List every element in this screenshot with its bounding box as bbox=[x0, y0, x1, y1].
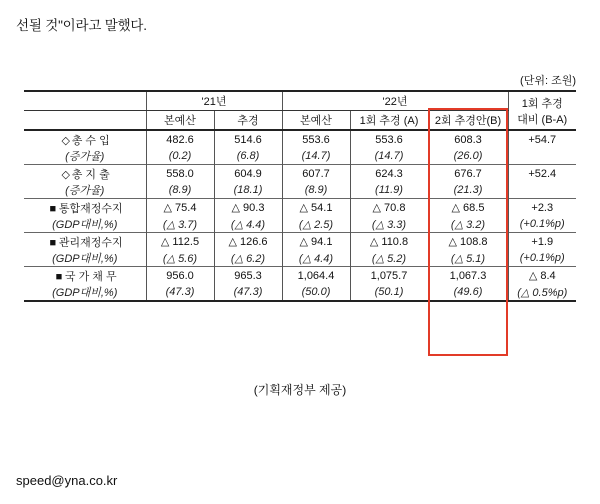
cell-subvalue: (8.9) bbox=[146, 182, 214, 199]
header-group-2022: '22년 bbox=[282, 91, 508, 111]
cell-subvalue-highlight: (26.0) bbox=[428, 148, 508, 165]
header-compare-line1: 1회 추경 bbox=[521, 97, 563, 110]
cell-subvalue: (14.7) bbox=[350, 148, 428, 165]
table-row bbox=[24, 267, 576, 285]
cell-subvalue: (△ 4.4) bbox=[282, 250, 350, 267]
cell-value-highlight: △ 108.8 bbox=[428, 233, 508, 251]
cell-subvalue: (△ 4.4) bbox=[214, 216, 282, 233]
cell-value: 514.6 bbox=[214, 130, 282, 148]
cell-subvalue: (6.8) bbox=[214, 148, 282, 165]
cell-subvalue: (11.9) bbox=[350, 182, 428, 199]
header-col-2022-supp1: 1회 추경 (A) bbox=[350, 111, 428, 131]
reporter-email: speed@yna.co.kr bbox=[16, 473, 118, 488]
header-compare-line2: 대비 (B-A) bbox=[517, 113, 568, 126]
unit-note: (단위: 조원) bbox=[520, 75, 576, 87]
cell-subvalue-diff: (+0.1%p) bbox=[508, 250, 576, 267]
cell-value-diff: +52.4 bbox=[508, 165, 576, 183]
cell-value-diff: △ 8.4 bbox=[508, 267, 576, 285]
row-marker-square: ■ bbox=[55, 270, 63, 283]
table-row-sub bbox=[24, 182, 576, 199]
cell-value: △ 90.3 bbox=[214, 199, 282, 217]
row-label-total-expenditure bbox=[24, 165, 146, 183]
table-row-sub bbox=[24, 148, 576, 165]
table-header-group-row bbox=[24, 91, 576, 111]
cell-value: △ 54.1 bbox=[282, 199, 350, 217]
row-sublabel: (증가율) bbox=[65, 151, 105, 163]
budget-table bbox=[24, 90, 576, 302]
header-col-2022-supp2: 2회 추경안(B) bbox=[428, 111, 508, 131]
cell-value: △ 94.1 bbox=[282, 233, 350, 251]
cell-value-highlight: △ 68.5 bbox=[428, 199, 508, 217]
cell-subvalue: (△ 6.2) bbox=[214, 250, 282, 267]
cell-value-highlight: 1,067.3 bbox=[428, 267, 508, 285]
cell-value-diff: +54.7 bbox=[508, 130, 576, 148]
cell-subvalue-highlight: (△ 3.2) bbox=[428, 216, 508, 233]
header-blank-2 bbox=[24, 111, 146, 131]
cell-subvalue: (0.2) bbox=[146, 148, 214, 165]
header-col-2021-main: 본예산 bbox=[146, 111, 214, 131]
cell-value: 1,064.4 bbox=[282, 267, 350, 285]
row-sublabel: (증가율) bbox=[65, 185, 105, 197]
table-header-col-row bbox=[24, 111, 576, 131]
row-sublabel: (GDP대비,%) bbox=[52, 253, 118, 265]
row-label-text: 통합재정수지 bbox=[58, 202, 123, 215]
row-marker-diamond: ◇ bbox=[61, 168, 70, 181]
cell-value: △ 112.5 bbox=[146, 233, 214, 251]
row-marker-square: ■ bbox=[49, 236, 57, 249]
cell-value-highlight: 676.7 bbox=[428, 165, 508, 183]
cell-subvalue-diff bbox=[508, 148, 576, 165]
cell-subvalue-highlight: (△ 5.1) bbox=[428, 250, 508, 267]
cell-subvalue: (△ 5.6) bbox=[146, 250, 214, 267]
cell-subvalue: (△ 3.7) bbox=[146, 216, 214, 233]
table-row-sub bbox=[24, 250, 576, 267]
cell-value-diff: +1.9 bbox=[508, 233, 576, 251]
cell-value: 956.0 bbox=[146, 267, 214, 285]
cell-value: △ 126.6 bbox=[214, 233, 282, 251]
cell-subvalue-diff bbox=[508, 182, 576, 199]
header-col-2022-main: 본예산 bbox=[282, 111, 350, 131]
header-corner-blank bbox=[24, 91, 146, 111]
cell-subvalue: (△ 3.3) bbox=[350, 216, 428, 233]
table-row-sub bbox=[24, 216, 576, 233]
budget-table-wrapper bbox=[24, 90, 576, 302]
cell-subvalue-highlight: (49.6) bbox=[428, 284, 508, 301]
row-label-national-debt bbox=[24, 267, 146, 285]
cell-subvalue: (47.3) bbox=[146, 284, 214, 301]
cell-subvalue: (50.1) bbox=[350, 284, 428, 301]
table-row-sub bbox=[24, 284, 576, 301]
row-label-text: 국 가 채 무 bbox=[64, 270, 117, 283]
table-row bbox=[24, 199, 576, 217]
cell-value: △ 70.8 bbox=[350, 199, 428, 217]
cell-value: 624.3 bbox=[350, 165, 428, 183]
row-label-text: 총 지 출 bbox=[71, 168, 110, 181]
row-label-managed-balance bbox=[24, 233, 146, 251]
cell-value: 553.6 bbox=[350, 130, 428, 148]
cell-subvalue: (△ 5.2) bbox=[350, 250, 428, 267]
row-sublabel: (GDP대비,%) bbox=[52, 219, 118, 231]
cell-subvalue-diff: (△ 0.5%p) bbox=[508, 284, 576, 301]
table-row bbox=[24, 165, 576, 183]
cell-subvalue: (47.3) bbox=[214, 284, 282, 301]
cell-value-highlight: 608.3 bbox=[428, 130, 508, 148]
header-compare-col bbox=[508, 91, 576, 130]
cell-subvalue-highlight: (21.3) bbox=[428, 182, 508, 199]
lead-paragraph: 선될 것"이라고 말했다. bbox=[16, 18, 147, 33]
cell-value: 482.6 bbox=[146, 130, 214, 148]
cell-value: △ 110.8 bbox=[350, 233, 428, 251]
cell-value: 558.0 bbox=[146, 165, 214, 183]
cell-value: 604.9 bbox=[214, 165, 282, 183]
cell-value: 1,075.7 bbox=[350, 267, 428, 285]
cell-subvalue: (50.0) bbox=[282, 284, 350, 301]
cell-value: 553.6 bbox=[282, 130, 350, 148]
table-row bbox=[24, 233, 576, 251]
header-col-2021-supp: 추경 bbox=[214, 111, 282, 131]
cell-subvalue: (18.1) bbox=[214, 182, 282, 199]
table-row bbox=[24, 130, 576, 148]
cell-value-diff: +2.3 bbox=[508, 199, 576, 217]
cell-value: 965.3 bbox=[214, 267, 282, 285]
figure-caption: (기획재정부 제공) bbox=[253, 383, 347, 397]
cell-value: 607.7 bbox=[282, 165, 350, 183]
header-group-2021: '21년 bbox=[146, 91, 282, 111]
row-label-consolidated-balance bbox=[24, 199, 146, 217]
cell-subvalue: (14.7) bbox=[282, 148, 350, 165]
cell-value: △ 75.4 bbox=[146, 199, 214, 217]
cell-subvalue-diff: (+0.1%p) bbox=[508, 216, 576, 233]
cell-subvalue: (△ 2.5) bbox=[282, 216, 350, 233]
cell-subvalue: (8.9) bbox=[282, 182, 350, 199]
row-label-text: 총 수 입 bbox=[71, 134, 110, 147]
row-marker-square: ■ bbox=[49, 202, 57, 215]
row-marker-diamond: ◇ bbox=[61, 134, 70, 147]
row-label-total-revenue bbox=[24, 130, 146, 148]
row-label-text: 관리재정수지 bbox=[58, 236, 123, 249]
row-sublabel: (GDP대비,%) bbox=[24, 284, 146, 301]
